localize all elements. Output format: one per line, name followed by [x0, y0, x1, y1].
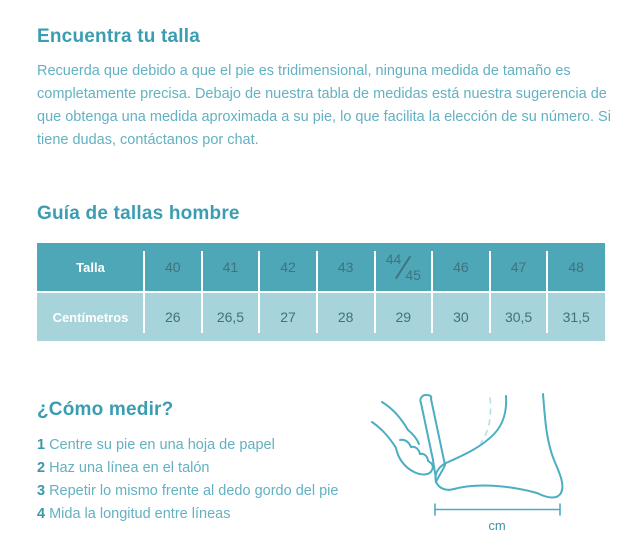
step-number: 2	[37, 460, 46, 476]
size-cell: 42	[259, 243, 317, 291]
measure-step	[37, 503, 338, 526]
shin-inner-line	[481, 398, 491, 443]
split-size-top: 44	[385, 251, 402, 267]
cm-cell: 26	[144, 293, 202, 341]
step-text: Centre su pie en una hoja de papel	[49, 437, 275, 453]
size-cell: 40	[144, 243, 202, 291]
split-size-bottom: 45	[405, 267, 421, 283]
pencil-right-edge	[431, 399, 445, 465]
how-to-measure-section	[37, 398, 605, 540]
measure-step	[37, 480, 338, 503]
table-label-talla: Talla	[76, 259, 105, 275]
table-label-centimetros: Centímetros	[52, 309, 129, 325]
pencil-left-edge	[421, 403, 433, 460]
arm-top-line	[382, 402, 408, 430]
cm-label: cm	[488, 518, 506, 533]
foot-pencil-illustration-svg	[370, 388, 605, 538]
step-text: Repetir lo mismo frente al dedo gordo del pie	[49, 483, 339, 499]
foot-measure-illustration	[370, 388, 605, 540]
cm-cell: 31,5	[547, 293, 605, 341]
cm-cell: 30,5	[490, 293, 548, 341]
pencil-top-cap	[420, 395, 431, 403]
step-text: Mida la longitud entre líneas	[49, 506, 231, 522]
measurement-line-group	[435, 504, 560, 515]
size-guide-page	[0, 25, 643, 540]
finger-bump-1	[408, 430, 419, 444]
size-guide-title: Guía de tallas hombre	[37, 203, 240, 224]
how-to-measure-title: ¿Cómo medir?	[37, 399, 174, 420]
step-number: 1	[37, 437, 46, 453]
size-cell: 47	[490, 243, 548, 291]
measure-steps-list	[37, 434, 338, 526]
hand-outline	[396, 448, 433, 474]
step-text: Haz una línea en el talón	[49, 460, 210, 476]
arm-bottom-line	[372, 422, 396, 448]
size-cell: 48	[547, 243, 605, 291]
size-cell: 43	[317, 243, 375, 291]
size-table	[37, 243, 605, 341]
size-table-row-centimetros	[37, 293, 605, 341]
cm-cell: 28	[317, 293, 375, 341]
foot-outline-top	[435, 396, 506, 482]
size-cell-split	[375, 243, 433, 291]
finger-bump-2	[400, 440, 411, 447]
measure-step	[37, 434, 338, 457]
page-title: Encuentra tu talla	[37, 26, 201, 47]
finger-bump-4	[420, 454, 428, 460]
size-cell: 46	[432, 243, 490, 291]
step-number: 3	[37, 483, 46, 499]
foot-outline-back	[436, 394, 562, 498]
finger-bump-3	[411, 447, 420, 454]
size-table-row-talla	[37, 243, 605, 291]
cm-cell: 26,5	[202, 293, 260, 341]
step-number: 4	[37, 506, 46, 522]
size-cell: 41	[202, 243, 260, 291]
cm-cell: 30	[432, 293, 490, 341]
intro-paragraph: Recuerda que debido a que el pie es tridimensional, ninguna medida de tamaño es completamente precisa. Debajo de nuestra tabla de medidas está nuestra sugerencia de que obtenga una medida aproximada a su pie, lo que facilita la elección de su número. Si tiene dudas, contáctanos por chat.	[37, 63, 611, 148]
cm-cell: 29	[375, 293, 433, 341]
cm-cell: 27	[259, 293, 317, 341]
measure-step	[37, 457, 338, 480]
